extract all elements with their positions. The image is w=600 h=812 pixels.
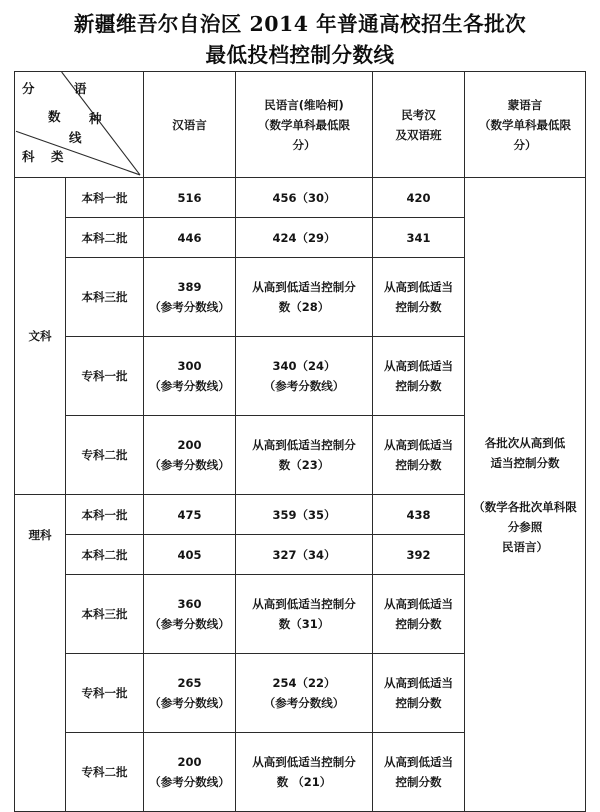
- cell-meng-merged: [465, 178, 586, 812]
- cell-han-value: 446: [177, 230, 202, 245]
- header-meng-language: [465, 72, 586, 178]
- batch-label: 本科一批: [66, 178, 144, 218]
- cell-minkao-note: 控制分数: [395, 617, 442, 631]
- cell-min-note: （参考分数线）: [263, 696, 345, 710]
- cell-han: [144, 654, 236, 733]
- cell-han-value: 200: [177, 755, 202, 769]
- cell-han-note: （参考分数线）: [149, 775, 230, 789]
- cell-min: [236, 218, 373, 258]
- cell-han-value: 360: [177, 597, 202, 611]
- header-min-language: [236, 72, 373, 178]
- document-title: [0, 0, 600, 70]
- cell-min: [236, 575, 373, 654]
- cell-min-value: 254（22）: [272, 676, 336, 690]
- meng-line-4: 分参照: [507, 519, 543, 534]
- cell-min: [236, 416, 373, 495]
- cell-han-value: 265: [177, 676, 202, 690]
- cell-han: [144, 337, 236, 416]
- cell-min: [236, 337, 373, 416]
- cell-min: [236, 258, 373, 337]
- cell-han: [144, 178, 236, 218]
- cell-min: [236, 654, 373, 733]
- cell-minkao-value: 438: [406, 507, 431, 522]
- header-minkao-line-2: 及双语班: [395, 127, 442, 142]
- cell-han-note: （参考分数线）: [149, 300, 230, 314]
- meng-line-5: 民语言）: [502, 539, 548, 554]
- cell-minkao-value: 从高到低适当: [384, 359, 453, 373]
- cell-minkao-value: 从高到低适当: [384, 676, 453, 690]
- cell-minkao: [373, 258, 465, 337]
- cell-min-value: 456（30）: [272, 190, 336, 205]
- header-han-language: [144, 72, 236, 178]
- meng-spacer: [467, 473, 583, 497]
- cell-han-value: 405: [177, 547, 202, 562]
- cell-min-value: 从高到低适当控制分: [252, 597, 356, 611]
- cell-han: [144, 416, 236, 495]
- cell-han: [144, 575, 236, 654]
- cell-minkao: [373, 178, 465, 218]
- corner-label-zhong: 种: [89, 111, 102, 126]
- cell-han: [144, 535, 236, 575]
- cell-min: [236, 178, 373, 218]
- header-min-line-2: （数学单科最低限: [258, 117, 350, 132]
- cell-min: [236, 495, 373, 535]
- cell-minkao-value: 420: [406, 190, 431, 205]
- cell-min-value: 从高到低适当控制分: [252, 280, 356, 294]
- cell-han: [144, 218, 236, 258]
- cell-minkao-value: 341: [406, 230, 431, 245]
- cell-han-note: （参考分数线）: [149, 696, 230, 710]
- batch-label: 专科二批: [66, 733, 144, 812]
- cell-minkao-value: 从高到低适当: [384, 438, 453, 452]
- cell-min-value: 327（34）: [272, 547, 336, 562]
- batch-label: 本科二批: [66, 535, 144, 575]
- score-table-container: [14, 71, 585, 812]
- cell-minkao-note: 控制分数: [395, 775, 442, 789]
- score-table: [14, 71, 586, 812]
- cell-minkao: [373, 337, 465, 416]
- corner-label-xian: 线: [69, 130, 82, 145]
- cell-han: [144, 495, 236, 535]
- cell-minkao: [373, 654, 465, 733]
- meng-line-3: （数学各批次单科限: [473, 499, 577, 514]
- cell-minkao-value: 从高到低适当: [384, 597, 453, 611]
- cell-minkao: [373, 495, 465, 535]
- header-min-line-1: 民语言(维哈柯): [264, 97, 344, 112]
- corner-label-ke: 科: [22, 149, 35, 164]
- cell-minkao-value: 从高到低适当: [384, 755, 453, 769]
- cell-min-value: 从高到低适当控制分: [252, 438, 356, 452]
- cell-min-note: 数（31）: [278, 617, 330, 631]
- cell-han-note: （参考分数线）: [149, 458, 230, 472]
- cell-han-note: （参考分数线）: [149, 617, 230, 631]
- table-row: [15, 178, 586, 218]
- cell-min-note: 数（23）: [278, 458, 330, 472]
- table-header-row: [15, 72, 586, 178]
- cell-minkao: [373, 535, 465, 575]
- branch-label-wenke: 文科: [15, 178, 66, 495]
- batch-label: 本科三批: [66, 575, 144, 654]
- cell-min-note: 数 （21）: [276, 775, 332, 789]
- header-minkao-han: [373, 72, 465, 178]
- cell-han-note: （参考分数线）: [149, 379, 230, 393]
- corner-label-fen: 分: [22, 81, 35, 96]
- cell-min-value: 359（35）: [272, 507, 336, 522]
- header-meng-line-3: 分）: [513, 137, 537, 152]
- title-line-1: 新疆维吾尔自治区 2014 年普通高校招生各批次: [73, 12, 527, 36]
- branch-label-like: 理科: [15, 495, 66, 812]
- cell-min-value: 从高到低适当控制分: [252, 755, 356, 769]
- batch-label: 专科一批: [66, 337, 144, 416]
- cell-han-value: 200: [177, 438, 202, 452]
- cell-min-value: 424（29）: [272, 230, 336, 245]
- batch-label: 专科一批: [66, 654, 144, 733]
- cell-han: [144, 258, 236, 337]
- cell-minkao-note: 控制分数: [395, 300, 442, 314]
- cell-han-value: 516: [177, 190, 202, 205]
- cell-min-note: 数（28）: [278, 300, 330, 314]
- meng-line-1: 各批次从高到低: [484, 435, 566, 450]
- cell-minkao-note: 控制分数: [395, 696, 442, 710]
- cell-minkao: [373, 416, 465, 495]
- batch-label: 本科一批: [66, 495, 144, 535]
- corner-label-yu: 语: [74, 81, 87, 96]
- cell-han-value: 475: [177, 507, 202, 522]
- meng-line-2: 适当控制分数: [490, 455, 560, 470]
- header-meng-line-2: （数学单科最低限: [479, 117, 571, 132]
- header-minkao-line-1: 民考汉: [401, 107, 436, 122]
- cell-han-value: 300: [177, 359, 202, 373]
- cell-minkao-value: 392: [406, 547, 431, 562]
- cell-minkao-value: 从高到低适当: [384, 280, 453, 294]
- cell-minkao-note: 控制分数: [395, 458, 442, 472]
- batch-label: 专科二批: [66, 416, 144, 495]
- title-line-2: 最低投档控制分数线: [205, 43, 395, 67]
- header-han-label: 汉语言: [172, 117, 207, 132]
- cell-min-note: （参考分数线）: [263, 379, 345, 393]
- header-min-line-3: 分）: [292, 137, 316, 152]
- corner-label-shu: 数: [48, 109, 61, 124]
- cell-minkao-note: 控制分数: [395, 379, 442, 393]
- cell-min: [236, 535, 373, 575]
- cell-minkao: [373, 218, 465, 258]
- corner-label-lei: 类: [51, 149, 64, 164]
- cell-han-value: 389: [177, 280, 202, 294]
- cell-minkao: [373, 575, 465, 654]
- corner-diagonal-header: [15, 72, 144, 178]
- header-meng-line-1: 蒙语言: [507, 97, 543, 112]
- batch-label: 本科二批: [66, 218, 144, 258]
- batch-label: 本科三批: [66, 258, 144, 337]
- cell-min-value: 340（24）: [272, 359, 336, 373]
